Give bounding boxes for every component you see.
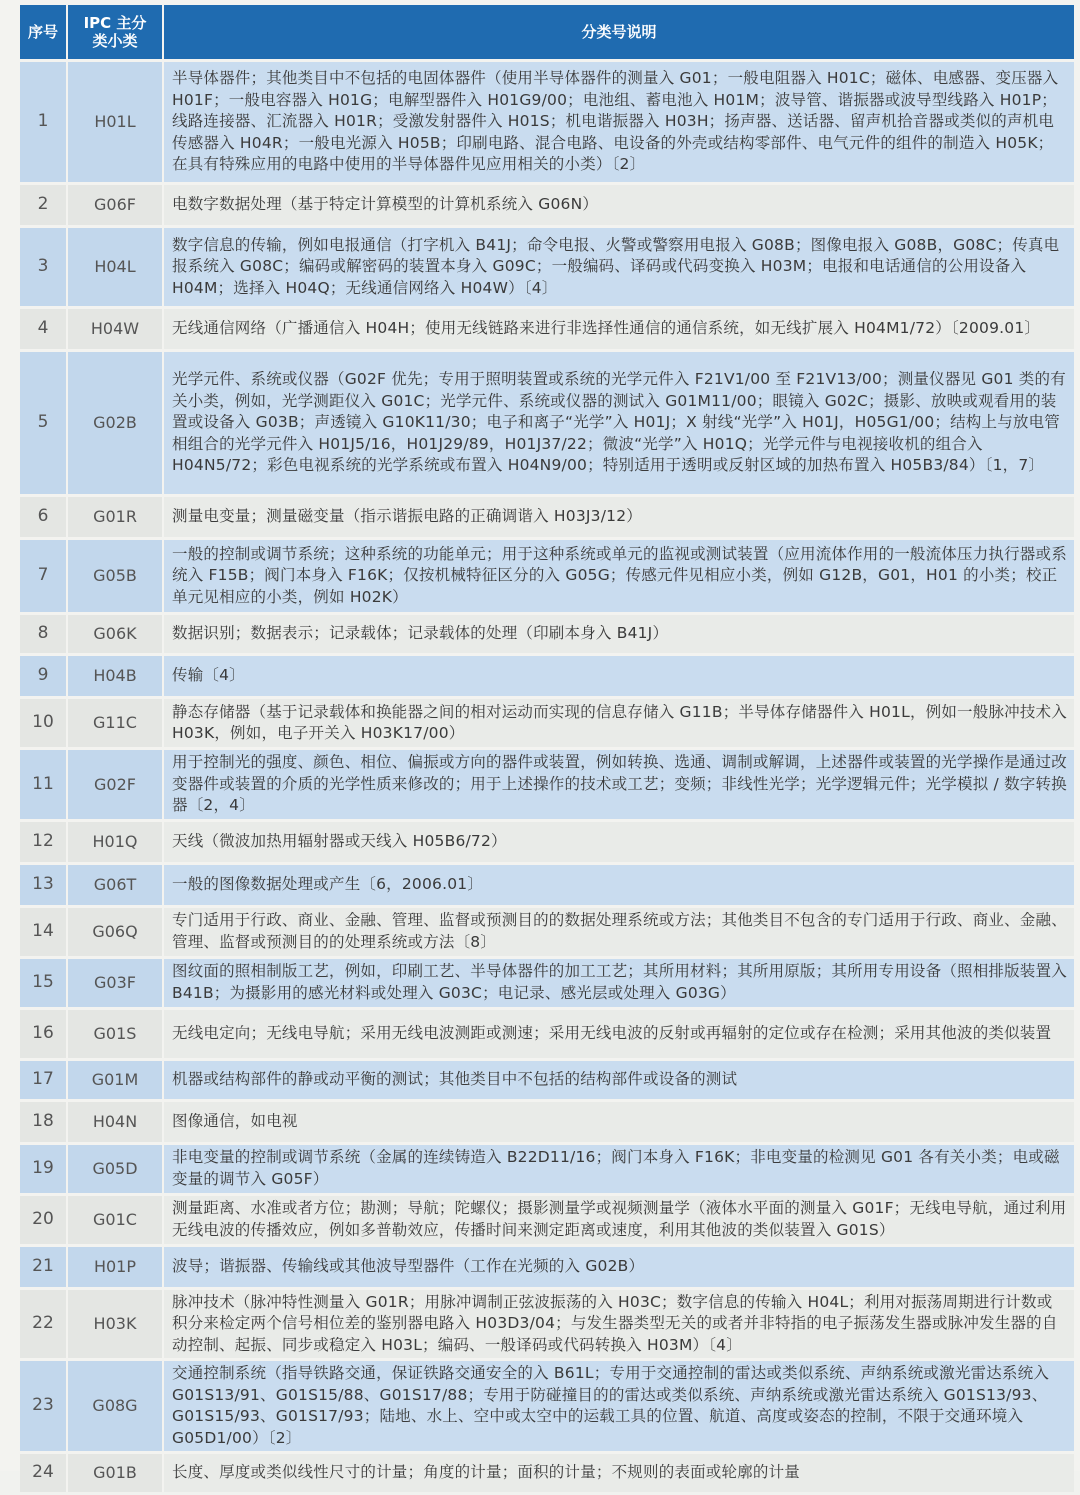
table-row: [20, 1454, 1074, 1492]
row-description: 天线（微波加热用辐射器或天线入 H05B6/72）: [164, 822, 1074, 862]
table-row: [20, 656, 1074, 696]
table-row: [20, 185, 1074, 225]
row-seq: 5: [20, 352, 68, 494]
row-ipc-code: G03F: [68, 959, 164, 1007]
row-ipc-code: G01R: [68, 497, 164, 537]
row-description: 半导体器件；其他类目中不包括的电固体器件（使用半导体器件的测量入 G01；一般电阻器入 H01C；磁体、电感器、变压器入 H01F；一般电容器入 H01G；电解型器件入 H01G9/00；电池组、蓄电池入 H01M；波导管、谐振器或波导型线路入 H01P；线路连接器、汇流器入 H01R；受激发射器件入 H01S；机电谐振器入 H03H；扬声器、送话器、留声机拾音器或类似的声机电传感器入 H04R；一般电光源入 H05B；印刷电路、混合电路、电设备的外壳或结构零部件、电气元件的组件的制造入 H05K；在具有特殊应用的电路中使用的半导体器件见应用相关的小类）〔2〕: [164, 62, 1074, 182]
row-ipc-code: H01P: [68, 1247, 164, 1287]
row-description: 长度、厚度或类似线性尺寸的计量；角度的计量；面积的计量；不规则的表面或轮廓的计量: [164, 1454, 1074, 1492]
row-description: 数据识别；数据表示；记录载体；记录载体的处理（印刷本身入 B41J）: [164, 615, 1074, 653]
row-description: 无线通信网络（广播通信入 H04H；使用无线链路来进行非选择性通信的通信系统，如无线扩展入 H04M1/72）〔2009.01〕: [164, 309, 1074, 349]
row-ipc-code: G05B: [68, 540, 164, 612]
row-description: 光学元件、系统或仪器（G02F 优先；专用于照明装置或系统的光学元件入 F21V1/00 至 F21V13/00；测量仪器见 G01 类的有关小类，例如，光学测距仪入 G01C；光学元件、系统或仪器的测试入 G01M11/00；眼镜入 G02C；摄影、放映或观看用的装置或设备入 G03B；声透镜入 G10K11/30；电子和离子“光学”入 H01J；X 射线“光学”入 H01J，H05G1/00；结构上与放电管相组合的光学元件入 H01J5/16，H01J29/89，H01J37/22；微波“光学”入 H01Q；光学元件与电视接收机的组合入 H04N5/72；彩色电视系统的光学系统或布置入 H04N9/00；特别适用于透明或反射区域的加热布置入 H05B3/84）〔1，7〕: [164, 352, 1074, 494]
row-ipc-code: H04W: [68, 309, 164, 349]
row-ipc-code: G06Q: [68, 908, 164, 956]
row-description: 机器或结构部件的静或动平衡的测试；其他类目中不包括的结构部件或设备的测试: [164, 1061, 1074, 1099]
header-ipc: [68, 5, 164, 59]
header-desc: 分类号说明: [164, 5, 1074, 59]
table-row: [20, 1061, 1074, 1099]
row-description: 图纹面的照相制版工艺，例如，印刷工艺、半导体器件的加工工艺；其所用材料；其所用原版；其所用专用设备（照相排版装置入 B41B；为摄影用的感光材料或处理入 G03C；电记录、感光层或处理入 G03G）: [164, 959, 1074, 1007]
row-seq: 13: [20, 865, 68, 905]
row-seq: 12: [20, 822, 68, 862]
row-seq: 15: [20, 959, 68, 1007]
table-row: [20, 908, 1074, 956]
row-ipc-code: G06T: [68, 865, 164, 905]
table-row: [20, 865, 1074, 905]
table-row: [20, 699, 1074, 747]
row-seq: 18: [20, 1102, 68, 1142]
row-description: 波导；谐振器、传输线或其他波导型器件（工作在光频的入 G02B）: [164, 1247, 1074, 1287]
row-description: 专门适用于行政、商业、金融、管理、监督或预测目的的数据处理系统或方法；其他类目不包含的专门适用于行政、商业、金融、管理、监督或预测目的的处理系统或方法〔8〕: [164, 908, 1074, 956]
table-row: [20, 1196, 1074, 1244]
row-ipc-code: G05D: [68, 1145, 164, 1193]
row-seq: 10: [20, 699, 68, 747]
row-seq: 20: [20, 1196, 68, 1244]
row-seq: 7: [20, 540, 68, 612]
row-seq: 11: [20, 750, 68, 819]
row-ipc-code: H04L: [68, 228, 164, 306]
row-seq: 6: [20, 497, 68, 537]
table-row: [20, 228, 1074, 306]
ipc-classification-table: [20, 2, 1074, 1495]
row-ipc-code: G08G: [68, 1361, 164, 1451]
row-ipc-code: G06F: [68, 185, 164, 225]
table-header-row: [20, 5, 1074, 59]
row-ipc-code: H01L: [68, 62, 164, 182]
row-ipc-code: G01B: [68, 1454, 164, 1492]
table-row: [20, 750, 1074, 819]
table-row: [20, 62, 1074, 182]
row-description: 用于控制光的强度、颜色、相位、偏振或方向的器件或装置，例如转换、选通、调制或解调，上述器件或装置的光学操作是通过改变器件或装置的介质的光学性质来修改的；用于上述操作的技术或工艺；变频；非线性光学；光学逻辑元件；光学模拟 / 数字转换器〔2，4〕: [164, 750, 1074, 819]
row-ipc-code: G02B: [68, 352, 164, 494]
row-seq: 2: [20, 185, 68, 225]
row-seq: 23: [20, 1361, 68, 1451]
table-row: [20, 1102, 1074, 1142]
row-ipc-code: G01M: [68, 1061, 164, 1099]
row-description: 一般的图像数据处理或产生〔6，2006.01〕: [164, 865, 1074, 905]
table-row: [20, 352, 1074, 494]
table-body: [20, 62, 1074, 1492]
table-row: [20, 959, 1074, 1007]
row-description: 测量电变量；测量磁变量（指示谐振电路的正确调谐入 H03J3/12）: [164, 497, 1074, 537]
row-ipc-code: G01C: [68, 1196, 164, 1244]
row-description: 图像通信，如电视: [164, 1102, 1074, 1142]
table-row: [20, 1010, 1074, 1058]
table-row: [20, 1290, 1074, 1359]
table-row: [20, 1145, 1074, 1193]
row-ipc-code: G06K: [68, 615, 164, 653]
row-description: 传输〔4〕: [164, 656, 1074, 696]
row-seq: 9: [20, 656, 68, 696]
row-description: 测量距离、水准或者方位；勘测；导航；陀螺仪；摄影测量学或视频测量学（液体水平面的测量入 G01F；无线电导航，通过利用无线电波的传播效应，例如多普勒效应，传播时间来测定距离或速度，利用其他波的类似装置入 G01S）: [164, 1196, 1074, 1244]
row-seq: 1: [20, 62, 68, 182]
table-row: [20, 822, 1074, 862]
row-seq: 21: [20, 1247, 68, 1287]
row-seq: 16: [20, 1010, 68, 1058]
row-seq: 3: [20, 228, 68, 306]
table-row: [20, 309, 1074, 349]
row-ipc-code: G02F: [68, 750, 164, 819]
header-ipc-label: IPC 主分类小类: [83, 14, 147, 50]
row-seq: 19: [20, 1145, 68, 1193]
row-description: 电数字数据处理（基于特定计算模型的计算机系统入 G06N）: [164, 185, 1074, 225]
row-description: 数字信息的传输，例如电报通信（打字机入 B41J；命令电报、火警或警察用电报入 G08B；图像电报入 G08B，G08C；传真电报系统入 G08C；编码或解密码的装置本身入 G09C；一般编码、译码或代码变换入 H03M；电报和电话通信的公用设备入 H04M；选择入 H04Q；无线通信网络入 H04W）〔4〕: [164, 228, 1074, 306]
row-description: 静态存储器（基于记录载体和换能器之间的相对运动而实现的信息存储入 G11B；半导体存储器件入 H01L，例如一般脉冲技术入 H03K，例如，电子开关入 H03K17/00）: [164, 699, 1074, 747]
row-ipc-code: G01S: [68, 1010, 164, 1058]
row-seq: 14: [20, 908, 68, 956]
row-description: 一般的控制或调节系统；这种系统的功能单元；用于这种系统或单元的监视或测试装置（应用流体作用的一般流体压力执行器或系统入 F15B；阀门本身入 F16K；仅按机械特征区分的入 G05G；传感元件见相应小类，例如 G12B，G01，H01 的小类；校正单元见相应的小类，例如 H02K）: [164, 540, 1074, 612]
table-row: [20, 540, 1074, 612]
row-description: 交通控制系统（指导铁路交通，保证铁路交通安全的入 B61L；专用于交通控制的雷达或类似系统、声纳系统或激光雷达系统入 G01S13/91、G01S15/88、G01S17/88；专用于防碰撞目的的雷达或类似系统、声纳系统或激光雷达系统入 G01S13/93、G01S15/93、G01S17/93；陆地、水上、空中或太空中的运载工具的位置、航道、高度或姿态的控制，不限于交通环境入 G05D1/00）〔2〕: [164, 1361, 1074, 1451]
row-seq: 17: [20, 1061, 68, 1099]
row-seq: 22: [20, 1290, 68, 1359]
table-row: [20, 615, 1074, 653]
row-ipc-code: H04B: [68, 656, 164, 696]
row-ipc-code: H03K: [68, 1290, 164, 1359]
row-description: 非电变量的控制或调节系统（金属的连续铸造入 B22D11/16；阀门本身入 F16K；非电变量的检测见 G01 各有关小类；电或磁变量的调节入 G05F）: [164, 1145, 1074, 1193]
table-row: [20, 497, 1074, 537]
row-seq: 8: [20, 615, 68, 653]
table-row: [20, 1361, 1074, 1451]
row-ipc-code: H04N: [68, 1102, 164, 1142]
row-ipc-code: G11C: [68, 699, 164, 747]
row-description: 无线电定向；无线电导航；采用无线电波测距或测速；采用无线电波的反射或再辐射的定位或存在检测；采用其他波的类似装置: [164, 1010, 1074, 1058]
row-ipc-code: H01Q: [68, 822, 164, 862]
header-seq: 序号: [20, 5, 68, 59]
row-seq: 4: [20, 309, 68, 349]
row-seq: 24: [20, 1454, 68, 1492]
row-description: 脉冲技术（脉冲特性测量入 G01R；用脉冲调制正弦波振荡的入 H03C；数字信息的传输入 H04L；利用对振荡周期进行计数或积分来检定两个信号相位差的鉴别器电路入 H03D3/04；与发生器类型无关的或者并非特指的电子振荡发生器或脉冲发生器的自动控制、起振、同步或稳定入 H03L；编码、一般译码或代码转换入 H03M）〔4〕: [164, 1290, 1074, 1359]
table-row: [20, 1247, 1074, 1287]
